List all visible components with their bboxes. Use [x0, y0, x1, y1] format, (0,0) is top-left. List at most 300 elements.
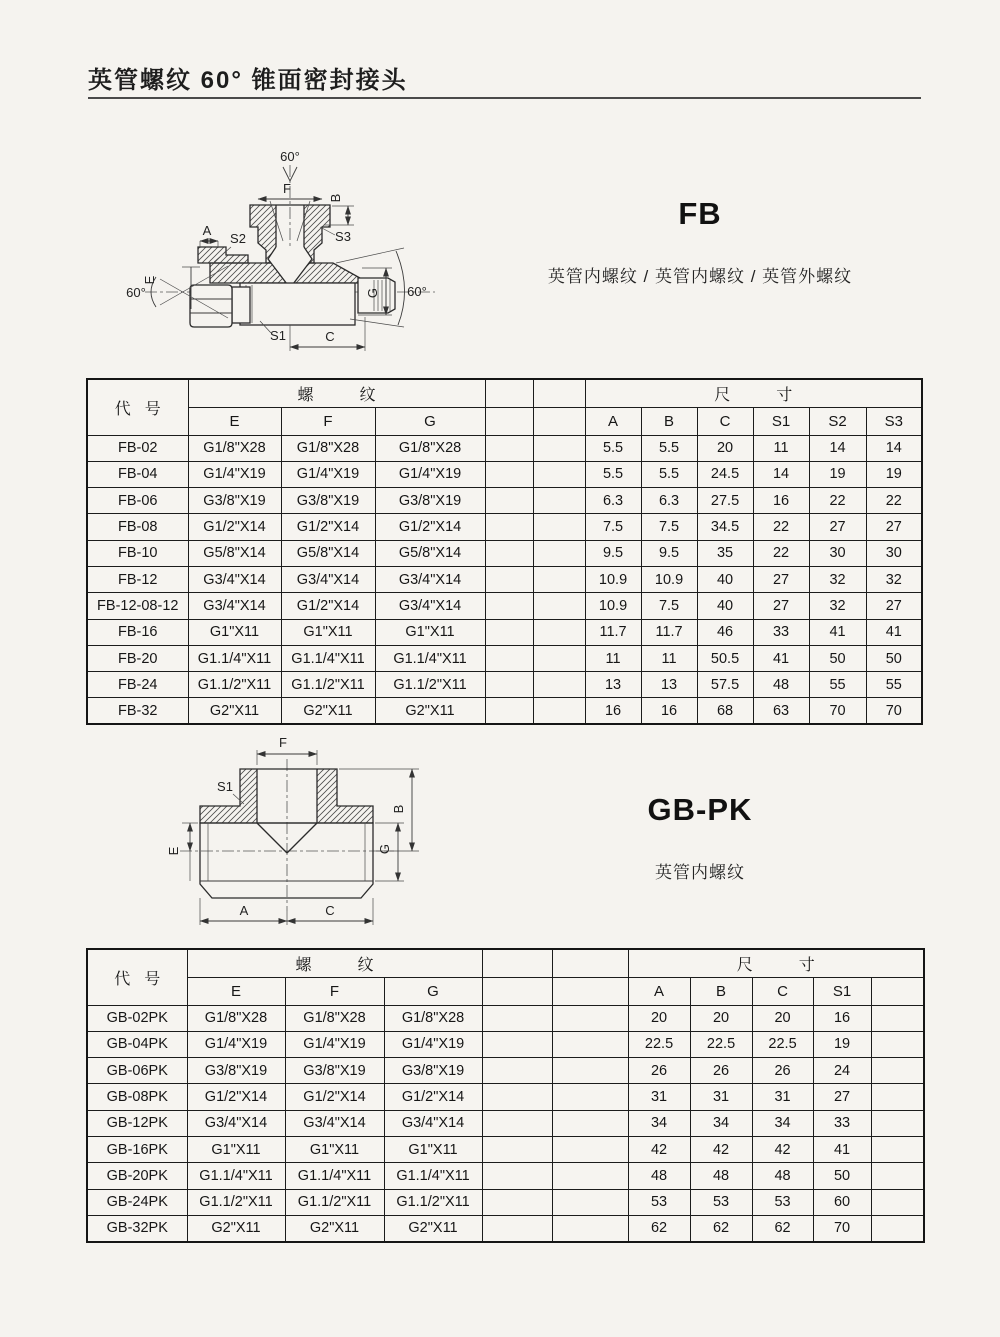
dim-f-label: F: [279, 735, 287, 750]
model-name-fb: FB: [678, 196, 722, 231]
blank-cell: [482, 1110, 552, 1136]
thread-value-cell: G3/4"X14: [281, 566, 375, 592]
blank-cell: [485, 514, 533, 540]
size-value-cell: 11: [641, 645, 697, 671]
table-row: [87, 514, 922, 540]
code-column-header: [87, 379, 188, 435]
size-value-cell: 26: [690, 1058, 752, 1084]
thread-value-cell: G1/2"X14: [285, 1084, 384, 1110]
thread-value-cell: G3/4"X14: [187, 1110, 285, 1136]
dim-e-label: E: [166, 846, 181, 856]
thread-value-cell: G3/4"X14: [188, 593, 281, 619]
size-value-cell: 35: [697, 540, 753, 566]
thread-value-cell: G1"X11: [375, 619, 485, 645]
thread-value-cell: G1/8"X28: [285, 1005, 384, 1031]
table-row: [87, 488, 922, 514]
code-column-header-text: 代号: [114, 970, 175, 988]
size-value-cell: 11.7: [585, 619, 641, 645]
code-cell: FB-32: [87, 698, 188, 724]
blank-cell: [482, 1189, 552, 1215]
size-value-cell: 46: [697, 619, 753, 645]
thread-value-cell: G1/4"X19: [281, 461, 375, 487]
thread-value-cell: G1/8"X28: [375, 435, 485, 461]
size-value-cell: 24: [813, 1058, 871, 1084]
dim-b-label: B: [328, 193, 343, 203]
blank-cell: [485, 619, 533, 645]
thread-value-cell: G3/8"X19: [281, 488, 375, 514]
size-value-cell: 40: [697, 593, 753, 619]
size-column-header: S2: [809, 407, 866, 435]
table-row: [87, 698, 922, 724]
thread-value-cell: G1/4"X19: [188, 461, 281, 487]
code-cell: GB-16PK: [87, 1136, 187, 1162]
blank-cell: [552, 1163, 628, 1189]
blank-header-cell: [485, 407, 533, 435]
size-value-cell: 34: [690, 1110, 752, 1136]
thread-value-cell: G1/2"X14: [375, 514, 485, 540]
gbpk-sectioned-walls: [200, 769, 373, 823]
blank-cell: [552, 1215, 628, 1241]
blank-cell: [482, 1005, 552, 1031]
table-row: [87, 645, 922, 671]
dim-s1-label: S1: [270, 328, 286, 343]
size-value-cell: 53: [752, 1189, 813, 1215]
code-cell: FB-16: [87, 619, 188, 645]
size-value-cell: 14: [809, 435, 866, 461]
size-value-cell: 70: [866, 698, 922, 724]
thread-value-cell: G2"X11: [188, 698, 281, 724]
size-value-cell: 22.5: [628, 1031, 690, 1057]
code-cell: FB-24: [87, 672, 188, 698]
code-cell: GB-12PK: [87, 1110, 187, 1136]
size-value-cell: 11: [753, 435, 809, 461]
blank-cell: [482, 1031, 552, 1057]
blank-cell: [871, 1136, 924, 1162]
code-cell: FB-10: [87, 540, 188, 566]
blank-cell: [871, 1215, 924, 1241]
blank-header-cell: [533, 407, 585, 435]
size-value-cell: 48: [753, 672, 809, 698]
blank-cell: [871, 1058, 924, 1084]
thread-value-cell: G1/2"X14: [384, 1084, 482, 1110]
size-value-cell: 11.7: [641, 619, 697, 645]
code-cell: FB-12: [87, 566, 188, 592]
dim-a-label: A: [239, 903, 249, 918]
thread-value-cell: G1/4"X19: [384, 1031, 482, 1057]
table-row: [87, 672, 922, 698]
size-value-cell: 41: [866, 619, 922, 645]
size-value-cell: 6.3: [641, 488, 697, 514]
gbpk-section-diagram: [140, 731, 470, 931]
blank-cell: [871, 1005, 924, 1031]
size-value-cell: 50: [809, 645, 866, 671]
blank-cell: [485, 540, 533, 566]
thread-value-cell: G1.1/2"X11: [188, 672, 281, 698]
size-value-cell: 30: [809, 540, 866, 566]
size-value-cell: 32: [809, 593, 866, 619]
size-value-cell: 22.5: [752, 1031, 813, 1057]
blank-header-cell: [533, 379, 585, 407]
dim-b-label: B: [391, 804, 406, 814]
size-value-cell: 22: [753, 540, 809, 566]
size-value-cell: 16: [813, 1005, 871, 1031]
thread-value-cell: G1/4"X19: [187, 1031, 285, 1057]
thread-column-header: E: [187, 977, 285, 1005]
size-value-cell: 70: [809, 698, 866, 724]
code-cell: GB-04PK: [87, 1031, 187, 1057]
size-value-cell: 53: [690, 1189, 752, 1215]
thread-value-cell: G3/4"X14: [375, 593, 485, 619]
size-value-cell: 55: [809, 672, 866, 698]
thread-value-cell: G1/4"X19: [375, 461, 485, 487]
blank-cell: [871, 1031, 924, 1057]
size-group-header-text: 尺寸: [736, 956, 861, 974]
table-row: [87, 1136, 924, 1162]
size-column-header: C: [752, 977, 813, 1005]
size-value-cell: 32: [866, 566, 922, 592]
size-value-cell: 42: [628, 1136, 690, 1162]
size-value-cell: 22.5: [690, 1031, 752, 1057]
title-divider: [88, 97, 921, 99]
blank-cell: [552, 1058, 628, 1084]
fb-left-flange: [198, 247, 248, 263]
size-value-cell: 48: [690, 1163, 752, 1189]
thread-value-cell: G3/8"X19: [188, 488, 281, 514]
size-value-cell: 11: [585, 645, 641, 671]
size-value-cell: 27.5: [697, 488, 753, 514]
size-value-cell: 31: [752, 1084, 813, 1110]
blank-cell: [482, 1163, 552, 1189]
size-value-cell: 31: [628, 1084, 690, 1110]
size-value-cell: 27: [753, 566, 809, 592]
gbpk-spec-table: [86, 948, 925, 1243]
blank-cell: [482, 1084, 552, 1110]
blank-header-cell: [485, 379, 533, 407]
thread-value-cell: G1/8"X28: [187, 1005, 285, 1031]
dim-s1-label: S1: [217, 779, 233, 794]
size-column-header: C: [697, 407, 753, 435]
thread-column-header: F: [285, 977, 384, 1005]
size-group-header: [628, 949, 924, 977]
size-column-header: A: [585, 407, 641, 435]
thread-column-header: E: [188, 407, 281, 435]
size-value-cell: 27: [866, 514, 922, 540]
blank-cell: [482, 1058, 552, 1084]
thread-value-cell: G2"X11: [187, 1215, 285, 1241]
thread-value-cell: G1"X11: [281, 619, 375, 645]
size-value-cell: 70: [813, 1215, 871, 1241]
blank-cell: [552, 1084, 628, 1110]
blank-cell: [485, 645, 533, 671]
size-value-cell: 14: [753, 461, 809, 487]
fb-model-block: [480, 196, 920, 287]
dim-c-label: C: [325, 903, 335, 918]
size-value-cell: 5.5: [641, 435, 697, 461]
blank-cell: [552, 1189, 628, 1215]
size-column-header: S1: [753, 407, 809, 435]
size-value-cell: 34: [628, 1110, 690, 1136]
size-column-header: S1: [813, 977, 871, 1005]
thread-value-cell: G1/2"X14: [187, 1084, 285, 1110]
blank-cell: [533, 566, 585, 592]
size-value-cell: 62: [752, 1215, 813, 1241]
model-subtitle-fb: 英管内螺纹 / 英管内螺纹 / 英管外螺纹: [547, 267, 853, 286]
size-column-header: S3: [866, 407, 922, 435]
size-value-cell: 50.5: [697, 645, 753, 671]
blank-cell: [533, 461, 585, 487]
thread-value-cell: G1.1/4"X11: [281, 645, 375, 671]
thread-value-cell: G3/4"X14: [188, 566, 281, 592]
thread-value-cell: G5/8"X14: [188, 540, 281, 566]
blank-cell: [533, 645, 585, 671]
size-value-cell: 7.5: [641, 514, 697, 540]
thread-value-cell: G1/4"X19: [285, 1031, 384, 1057]
thread-value-cell: G1/2"X14: [281, 593, 375, 619]
thread-value-cell: G1.1/4"X11: [285, 1163, 384, 1189]
table-row: [87, 1084, 924, 1110]
size-value-cell: 24.5: [697, 461, 753, 487]
size-value-cell: 48: [752, 1163, 813, 1189]
size-value-cell: 50: [813, 1163, 871, 1189]
table-row: [87, 435, 922, 461]
blank-cell: [485, 488, 533, 514]
fb-swivel-nut: [190, 285, 250, 327]
size-value-cell: 5.5: [585, 435, 641, 461]
size-value-cell: 26: [628, 1058, 690, 1084]
thread-value-cell: G1.1/2"X11: [285, 1189, 384, 1215]
blank-cell: [482, 1215, 552, 1241]
thread-value-cell: G2"X11: [285, 1215, 384, 1241]
size-value-cell: 27: [813, 1084, 871, 1110]
size-value-cell: 27: [809, 514, 866, 540]
size-value-cell: 16: [641, 698, 697, 724]
dim-g-label: G: [377, 843, 392, 855]
blank-cell: [485, 461, 533, 487]
table-row: [87, 619, 922, 645]
thread-value-cell: G1/2"X14: [188, 514, 281, 540]
thread-value-cell: G3/8"X19: [285, 1058, 384, 1084]
code-cell: FB-12-08-12: [87, 593, 188, 619]
thread-value-cell: G1.1/4"X11: [375, 645, 485, 671]
thread-value-cell: G2"X11: [375, 698, 485, 724]
size-value-cell: 19: [809, 461, 866, 487]
size-value-cell: 48: [628, 1163, 690, 1189]
left-angle-label: 60°: [126, 285, 146, 300]
blank-cell: [871, 1110, 924, 1136]
size-value-cell: 41: [813, 1136, 871, 1162]
table-row: [87, 593, 922, 619]
blank-cell: [552, 1005, 628, 1031]
thread-value-cell: G2"X11: [384, 1215, 482, 1241]
size-value-cell: 19: [866, 461, 922, 487]
size-value-cell: 30: [866, 540, 922, 566]
thread-value-cell: G3/8"X19: [375, 488, 485, 514]
dim-s3-label: S3: [335, 229, 351, 244]
size-value-cell: 41: [809, 619, 866, 645]
code-column-header: [87, 949, 187, 1005]
size-value-cell: 19: [813, 1031, 871, 1057]
size-column-header: B: [641, 407, 697, 435]
size-value-cell: 31: [690, 1084, 752, 1110]
thread-column-header: F: [281, 407, 375, 435]
dim-s2-label: S2: [230, 231, 246, 246]
thread-value-cell: G3/8"X19: [384, 1058, 482, 1084]
code-cell: GB-32PK: [87, 1215, 187, 1241]
dim-g-label: G: [365, 287, 380, 299]
blank-cell: [485, 672, 533, 698]
blank-cell: [485, 698, 533, 724]
blank-header-cell: [482, 977, 552, 1005]
table-row: [87, 1031, 924, 1057]
thread-value-cell: G1.1/2"X11: [375, 672, 485, 698]
thread-value-cell: G1"X11: [188, 619, 281, 645]
size-value-cell: 7.5: [585, 514, 641, 540]
blank-cell: [533, 698, 585, 724]
code-column-header-text: 代号: [114, 400, 175, 418]
table-row: [87, 1058, 924, 1084]
dim-f-label: F: [283, 181, 291, 196]
size-value-cell: 13: [585, 672, 641, 698]
blank-cell: [533, 619, 585, 645]
thread-column-header: G: [375, 407, 485, 435]
size-value-cell: 68: [697, 698, 753, 724]
model-subtitle-gbpk: 英管内螺纹: [655, 863, 745, 882]
thread-value-cell: G3/8"X19: [187, 1058, 285, 1084]
table-row: [87, 1215, 924, 1241]
size-value-cell: 34: [752, 1110, 813, 1136]
blank-cell: [533, 488, 585, 514]
size-value-cell: 10.9: [641, 566, 697, 592]
fb-body: [210, 247, 360, 288]
size-value-cell: 9.5: [641, 540, 697, 566]
size-value-cell: 22: [866, 488, 922, 514]
size-value-cell: 32: [809, 566, 866, 592]
size-value-cell: 62: [628, 1215, 690, 1241]
blank-header-cell: [482, 949, 552, 977]
size-value-cell: 10.9: [585, 566, 641, 592]
fb-section-diagram: [90, 135, 470, 365]
size-value-cell: 7.5: [641, 593, 697, 619]
size-value-cell: 50: [866, 645, 922, 671]
size-value-cell: 53: [628, 1189, 690, 1215]
code-cell: GB-20PK: [87, 1163, 187, 1189]
size-value-cell: 20: [752, 1005, 813, 1031]
size-value-cell: 41: [753, 645, 809, 671]
top-angle-label: 60°: [280, 149, 300, 164]
table-row: [87, 1189, 924, 1215]
table-row: [87, 1005, 924, 1031]
size-column-header: B: [690, 977, 752, 1005]
code-cell: FB-08: [87, 514, 188, 540]
blank-cell: [871, 1084, 924, 1110]
size-column-header: A: [628, 977, 690, 1005]
code-cell: GB-06PK: [87, 1058, 187, 1084]
thread-value-cell: G3/4"X14: [285, 1110, 384, 1136]
size-value-cell: 10.9: [585, 593, 641, 619]
blank-cell: [871, 1189, 924, 1215]
thread-value-cell: G1"X11: [285, 1136, 384, 1162]
fb-lower-nut: [240, 283, 355, 325]
size-value-cell: 63: [753, 698, 809, 724]
thread-value-cell: G1/8"X28: [384, 1005, 482, 1031]
size-value-cell: 62: [690, 1215, 752, 1241]
code-cell: GB-02PK: [87, 1005, 187, 1031]
blank-cell: [485, 566, 533, 592]
size-value-cell: 34.5: [697, 514, 753, 540]
blank-cell: [552, 1031, 628, 1057]
size-value-cell: 40: [697, 566, 753, 592]
blank-cell: [533, 514, 585, 540]
thread-value-cell: G1.1/4"X11: [187, 1163, 285, 1189]
thread-value-cell: G1.1/4"X11: [384, 1163, 482, 1189]
thread-value-cell: G3/4"X14: [375, 566, 485, 592]
thread-group-header: [187, 949, 482, 977]
fb-spec-table: [86, 378, 923, 725]
thread-value-cell: G3/4"X14: [384, 1110, 482, 1136]
table-row: [87, 1163, 924, 1189]
blank-cell: [533, 435, 585, 461]
gbpk-model-block: [480, 792, 920, 883]
right-angle-label: 60°: [407, 284, 427, 299]
code-cell: FB-06: [87, 488, 188, 514]
thread-group-header-text: 螺纹: [295, 956, 420, 974]
thread-value-cell: G1.1/2"X11: [281, 672, 375, 698]
size-value-cell: 22: [753, 514, 809, 540]
thread-value-cell: G1/2"X14: [281, 514, 375, 540]
dim-c-label: C: [325, 329, 335, 344]
size-value-cell: 16: [753, 488, 809, 514]
size-value-cell: 5.5: [641, 461, 697, 487]
thread-value-cell: G1/8"X28: [281, 435, 375, 461]
blank-header-cell: [552, 977, 628, 1005]
size-value-cell: 27: [753, 593, 809, 619]
blank-cell: [871, 1163, 924, 1189]
thread-value-cell: G1.1/2"X11: [187, 1189, 285, 1215]
size-value-cell: 27: [866, 593, 922, 619]
thread-group-header: [188, 379, 485, 407]
size-value-cell: 42: [752, 1136, 813, 1162]
thread-value-cell: G2"X11: [281, 698, 375, 724]
page-title: 英管螺纹 60° 锥面密封接头: [88, 67, 408, 94]
gbpk-body: [200, 823, 373, 898]
dim-e-label: E: [142, 275, 157, 285]
blank-cell: [533, 593, 585, 619]
code-cell: FB-20: [87, 645, 188, 671]
size-value-cell: 22: [809, 488, 866, 514]
size-value-cell: 60: [813, 1189, 871, 1215]
thread-value-cell: G1.1/4"X11: [188, 645, 281, 671]
thread-value-cell: G1.1/2"X11: [384, 1189, 482, 1215]
blank-cell: [533, 540, 585, 566]
model-name-gbpk: GB-PK: [647, 792, 753, 827]
table-row: [87, 566, 922, 592]
size-value-cell: 42: [690, 1136, 752, 1162]
size-value-cell: 16: [585, 698, 641, 724]
size-value-cell: 20: [697, 435, 753, 461]
thread-group-header-text: 螺纹: [297, 386, 422, 404]
blank-header-cell: [552, 949, 628, 977]
size-value-cell: 14: [866, 435, 922, 461]
table-row: [87, 540, 922, 566]
dim-a-label: A: [202, 223, 212, 238]
size-value-cell: 9.5: [585, 540, 641, 566]
code-cell: FB-02: [87, 435, 188, 461]
table-row: [87, 1110, 924, 1136]
thread-value-cell: G5/8"X14: [375, 540, 485, 566]
code-cell: GB-08PK: [87, 1084, 187, 1110]
code-cell: FB-04: [87, 461, 188, 487]
size-value-cell: 33: [753, 619, 809, 645]
